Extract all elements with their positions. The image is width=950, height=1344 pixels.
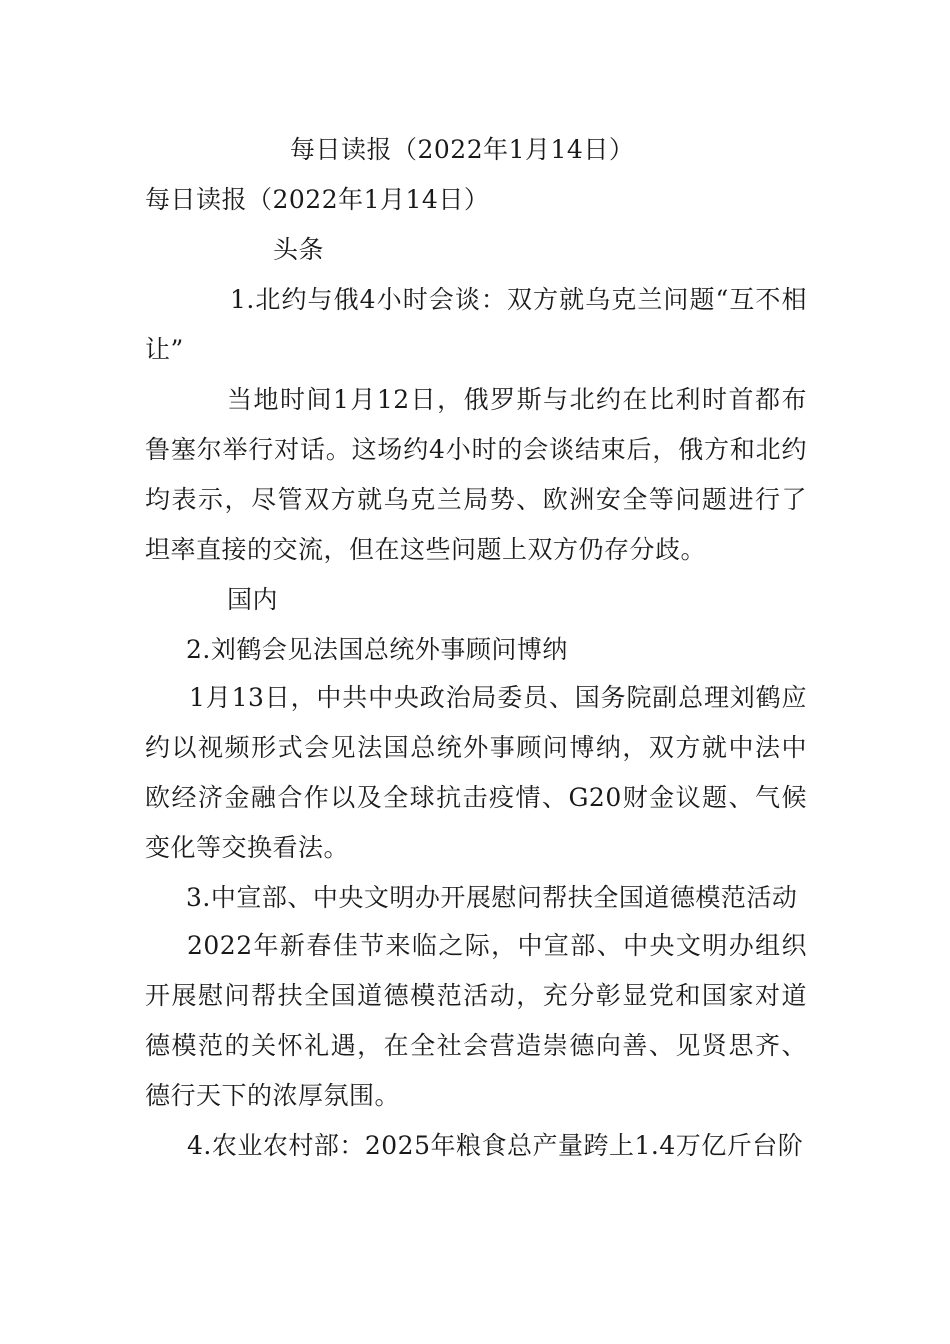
item-3-body: 2022年新春佳节来临之际，中宣部、中央文明办组织开展慰问帮扶全国道德模范活动，充分彰显党和国家对道德模范的关怀礼遇，在全社会营造崇德向善、见贤思齐、德行天下的浓厚氛围。 xyxy=(145,931,807,1110)
page-title-centered: 每日读报（2022年1月14日） xyxy=(290,135,635,164)
item-1-title: 1.北约与俄4小时会谈：双方就乌克兰问题“互不相让” xyxy=(145,285,807,364)
item-3-title: 3.中宣部、中央文明办开展慰问帮扶全国道德模范活动 xyxy=(186,883,798,912)
item-2-title: 2.刘鹤会见法国总统外事顾问博纳 xyxy=(186,635,568,664)
item-1-body: 当地时间1月12日，俄罗斯与北约在比利时首都布鲁塞尔举行对话。这场约4小时的会谈结束后，俄方和北约均表示，尽管双方就乌克兰局势、欧洲安全等问题进行了坦率直接的交流，但在这些问题上双方仍存分歧。 xyxy=(145,385,807,564)
section-heading-headline: 头条 xyxy=(273,235,325,264)
item-2-body: 1月13日，中共中央政治局委员、国务院副总理刘鹤应约以视频形式会见法国总统外事顾问博纳，双方就中法中欧经济金融合作以及全球抗击疫情、G20财金议题、气候变化等交换看法。 xyxy=(145,683,807,862)
section-heading-domestic: 国内 xyxy=(227,585,279,614)
item-4-title: 4.农业农村部：2025年粮食总产量跨上1.4万亿斤台阶 xyxy=(187,1131,804,1160)
page-title: 每日读报（2022年1月14日） xyxy=(145,185,490,214)
